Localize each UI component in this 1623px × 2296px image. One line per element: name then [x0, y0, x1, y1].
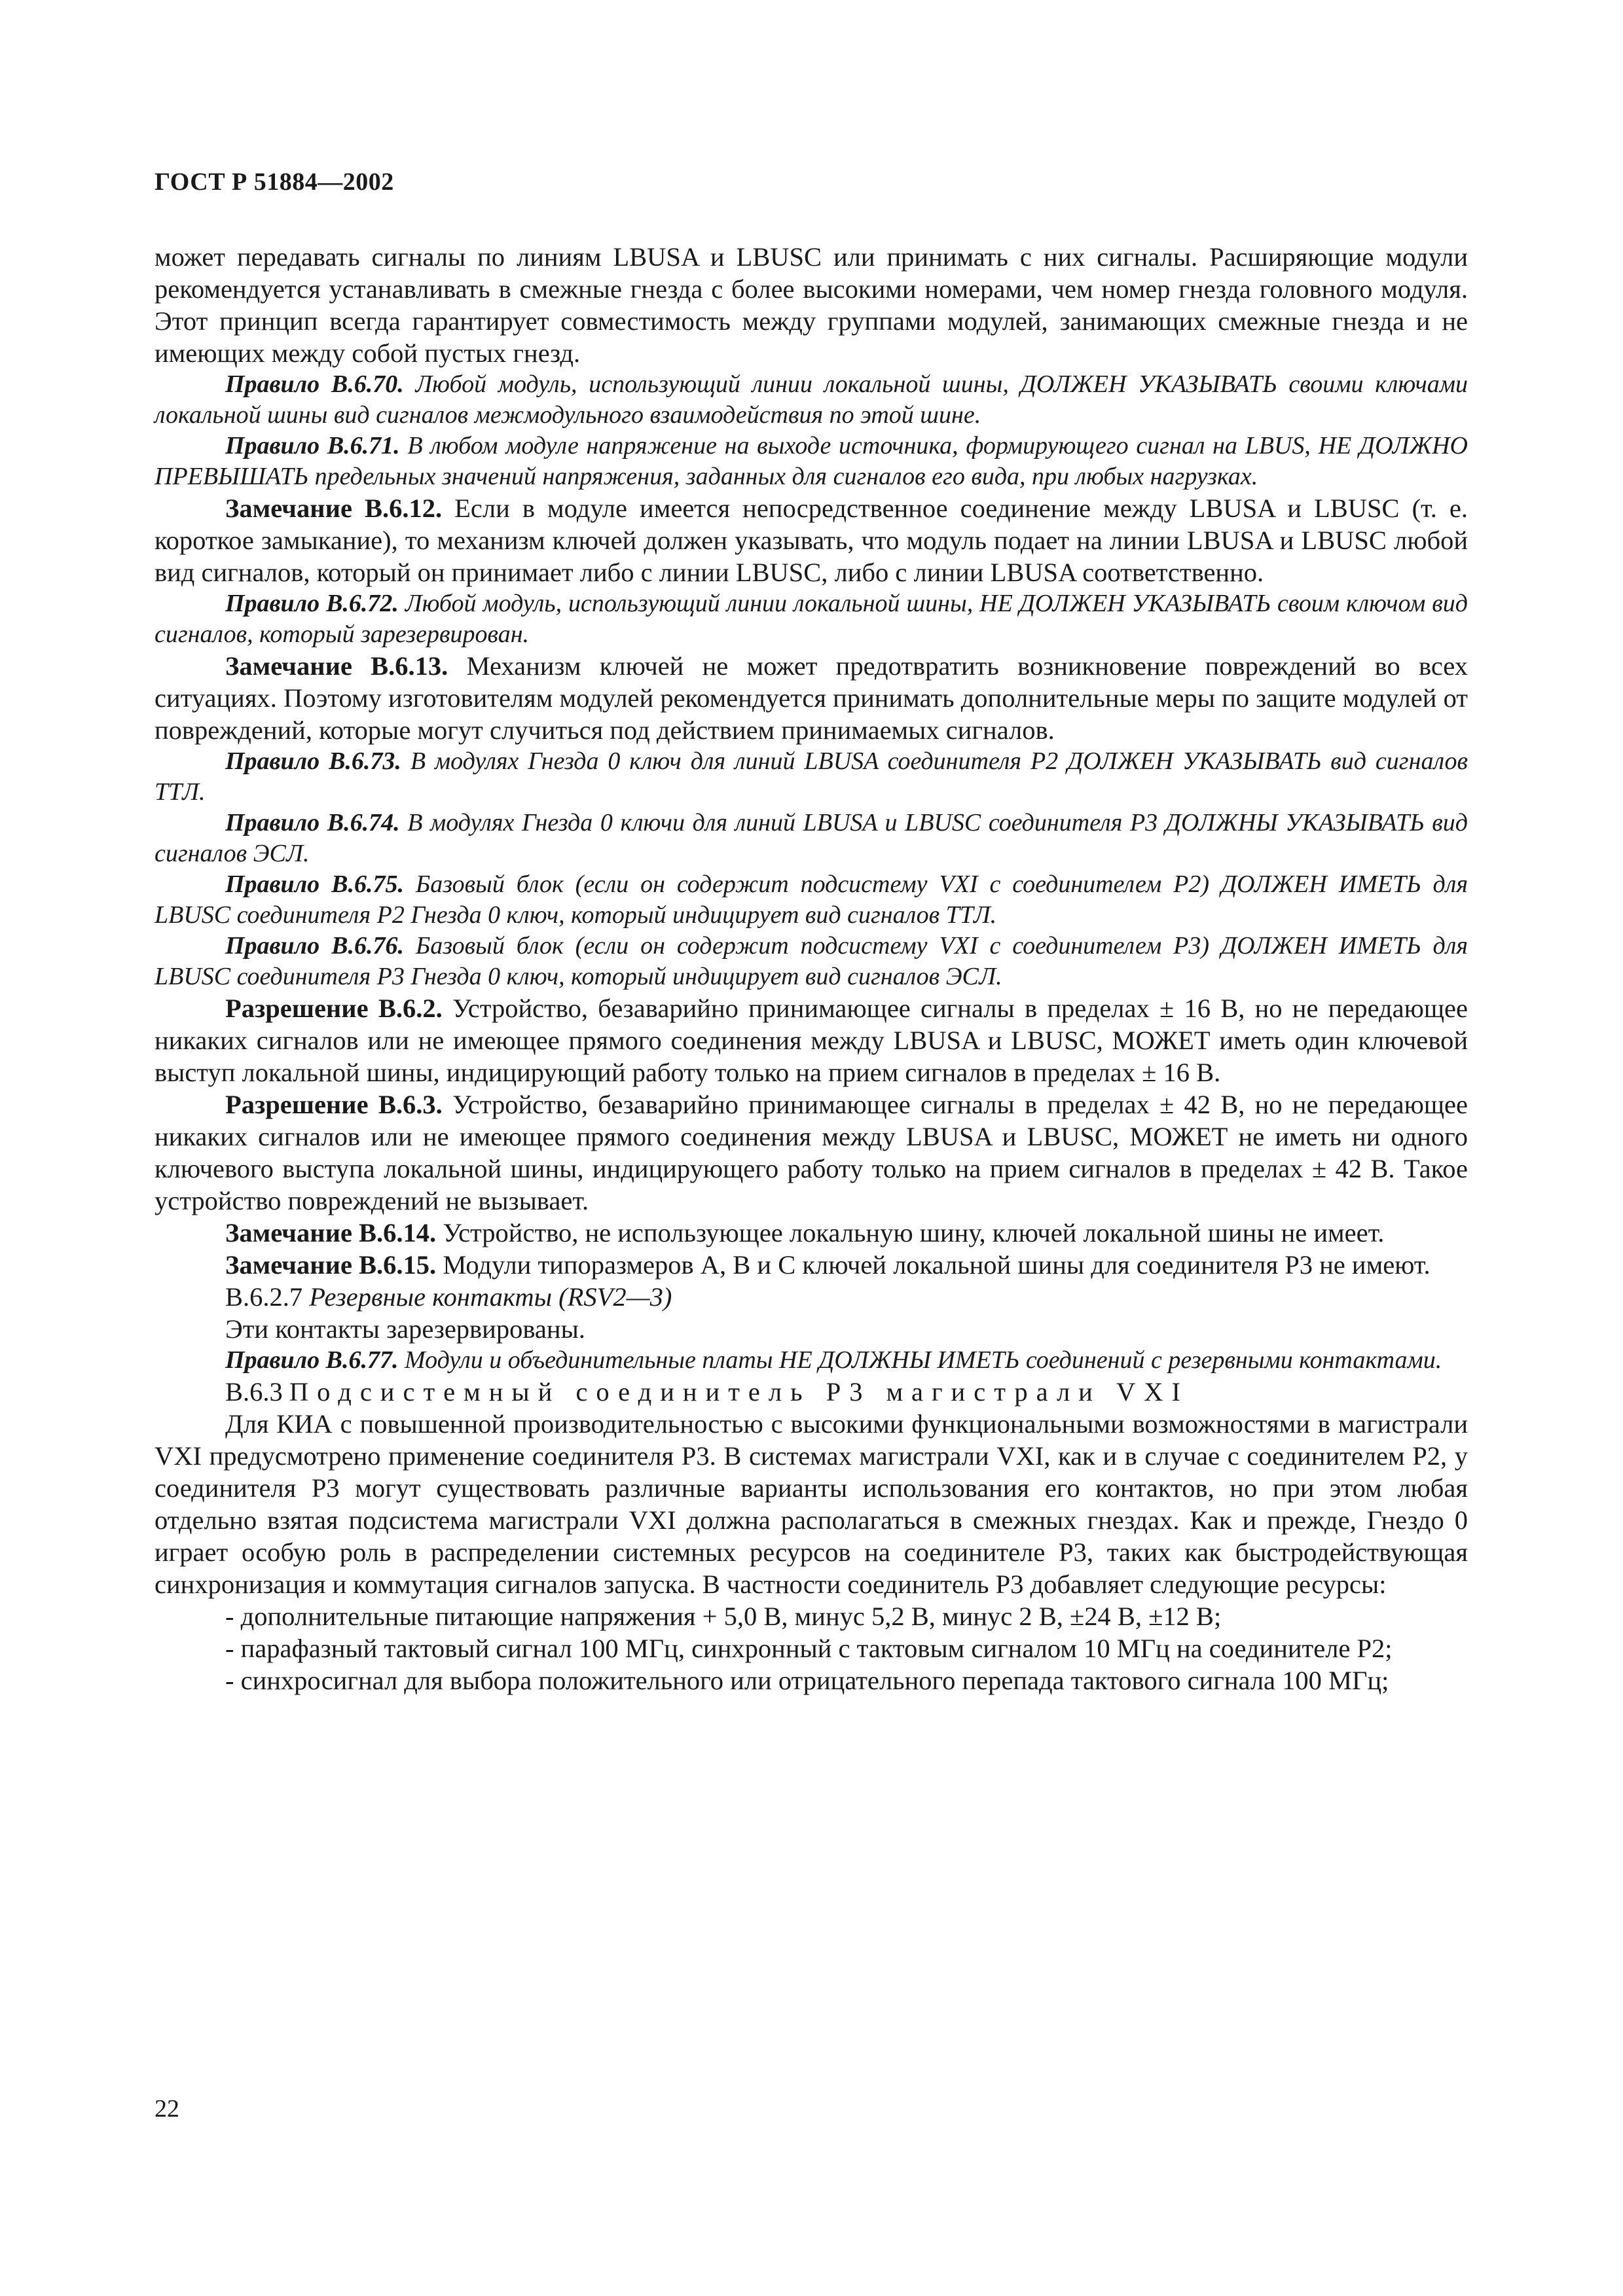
note-text: Механизм ключей не может предотвратить возникновение повреждений во всех ситуациях. Поэтому изготовителям модулей рекомендуется принимать дополнительные меры по защите модулей от повреждений, которые могут случиться под действием принимаемых сигналов.	[155, 651, 1468, 745]
rule-heading: Правило В.6.70.	[225, 370, 404, 398]
rule-heading: Правило В.6.76.	[225, 932, 404, 960]
rule-b673	[155, 746, 1468, 808]
rule-text: Модули и объединительные платы НЕ ДОЛЖНЫ ИМЕТЬ соединений с резервными контактами.	[398, 1346, 1442, 1374]
permission-heading: Разрешение В.6.2.	[225, 994, 443, 1023]
note-b613	[155, 650, 1468, 746]
note-text: Модули типоразмеров А, В и С ключей локальной шины для соединителя Р3 не имеют.	[436, 1250, 1431, 1280]
list-item: - дополнительные питающие напряжения + 5,0 В, минус 5,2 В, минус 2 В, ±24 В, ±12 В;	[225, 1602, 1222, 1631]
rule-b677	[155, 1345, 1468, 1376]
note-b614	[155, 1217, 1468, 1249]
document-header: ГОСТ Р 51884—2002	[155, 168, 394, 196]
note-heading: Замечание В.6.15.	[225, 1250, 437, 1280]
section-b627-text: Эти контакты зарезервированы.	[225, 1314, 585, 1344]
section-title: Подсистемный соединитель Р3 магистрали VXI	[289, 1377, 1189, 1407]
rule-text: В модулях Гнезда 0 ключи для линий LBUSA и LBUSC соединителя Р3 ДОЛЖНЫ УКАЗЫВАТЬ вид сигналов ЭСЛ.	[155, 809, 1468, 867]
rule-text: В модулях Гнезда 0 ключ для линий LBUSA соединителя Р2 ДОЛЖЕН УКАЗЫВАТЬ вид сигналов ТТЛ.	[155, 747, 1468, 806]
section-number: В.6.2.7	[225, 1282, 310, 1312]
rule-b671	[155, 431, 1468, 492]
permission-b62	[155, 992, 1468, 1088]
rule-heading: Правило В.6.71.	[225, 432, 400, 459]
list-item: - парафазный тактовый сигнал 100 МГц, синхронный с тактовым сигналом 10 МГц на соединителе Р2;	[225, 1634, 1393, 1663]
permission-text: Устройство, безаварийно принимающее сигналы в пределах ± 42 В, но не передающее никаких сигналов или не имеющее прямого соединения между LBUSA и LBUSC, МОЖЕТ не иметь ни одного ключевого выступа локальной шины, индицирующего работу только на прием сигналов в пределах ± 42 В. Такое устройство повреждений не вызывает.	[155, 1090, 1468, 1215]
rule-text: Любой модуль, использующий линии локальной шины, НЕ ДОЛЖЕН УКАЗЫВАТЬ своим ключом вид сигналов, который зарезервирован.	[155, 590, 1468, 648]
section-title: Резервные контакты (RSV2—3)	[309, 1282, 672, 1312]
section-number: В.6.3	[225, 1377, 289, 1407]
page-number: 22	[155, 2095, 179, 2123]
rule-text: Базовый блок (если он содержит подсистему VXI с соединителем Р3) ДОЛЖЕН ИМЕТЬ для LBUSC соединителя Р3 Гнезда 0 ключ, который индицирует вид сигналов ЭСЛ.	[155, 932, 1468, 990]
rule-b674	[155, 808, 1468, 869]
rule-heading: Правило В.6.73.	[225, 747, 401, 775]
paragraph: может передавать сигналы по линиям LBUSA и LBUSC или принимать с них сигналы. Расширяющие модули рекомендуется устанавливать в смежные гнезда с более высокими номерами, чем номер гнезда головного модуля. Этот принцип всегда гарантирует совместимость между группами модулей, занимающих смежные гнезда и не имеющих между собой пустых гнезд.	[155, 242, 1468, 368]
section-b627-heading	[155, 1281, 1468, 1313]
rule-text: Базовый блок (если он содержит подсистему VXI с соединителем Р2) ДОЛЖЕН ИМЕТЬ для LBUSC соединителя Р2 Гнезда 0 ключ, который индицирует вид сигналов ТТЛ.	[155, 870, 1468, 929]
rule-b675	[155, 869, 1468, 931]
note-heading: Замечание В.6.13.	[225, 651, 448, 681]
note-text: Устройство, не использующее локальную шину, ключей локальной шины не имеет.	[436, 1218, 1385, 1247]
document-body	[155, 241, 1468, 1696]
rule-b670	[155, 369, 1468, 431]
note-b612	[155, 492, 1468, 588]
rule-heading: Правило В.6.77.	[225, 1346, 399, 1374]
rule-text: Любой модуль, использующий линии локальной шины, ДОЛЖЕН УКАЗЫВАТЬ своими ключами локальной шины вид сигналов межмодульного взаимодействия по этой шине.	[155, 370, 1468, 429]
note-text: Если в модуле имеется непосредственное соединение между LBUSA и LBUSC (т. е. короткое замыкание), то механизм ключей должен указывать, что модуль подает на линии LBUSA и LBUSC любой вид сигналов, который он принимает либо с линии LBUSC, либо с линии LBUSA соответственно.	[155, 493, 1468, 587]
rule-heading: Правило В.6.74.	[225, 809, 400, 836]
rule-heading: Правило В.6.75.	[225, 870, 404, 898]
note-b615	[155, 1249, 1468, 1281]
section-b63-heading	[155, 1376, 1468, 1408]
paragraph-main: Для КИА с повышенной производительностью с высокими функциональными возможностями в магистрали VXI предусмотрено применение соединителя Р3. В системах магистрали VXI, как и в случае с соединителем Р2, у соединителя Р3 могут существовать различные варианты использования его контактов, но при этом любая отдельно взятая подсистема магистрали VXI должна располагаться в смежных гнездах. Как и прежде, Гнездо 0 играет особую роль в распределении системных ресурсов на соединителе Р3, таких как быстродействующая синхронизация и коммутация сигналов запуска. В частности соединитель Р3 добавляет следующие ресурсы:	[155, 1409, 1468, 1599]
rule-text: В любом модуле напряжение на выходе источника, формирующего сигнал на LBUS, НЕ ДОЛЖНО ПРЕВЫШАТЬ предельных значений напряжения, заданных для сигналов его вида, при любых нагрузках.	[155, 432, 1468, 490]
rule-b676	[155, 931, 1468, 992]
permission-heading: Разрешение В.6.3.	[225, 1090, 443, 1119]
permission-text: Устройство, безаварийно принимающее сигналы в пределах ± 16 В, но не передающее никаких сигналов или не имеющее прямого соединения между LBUSA и LBUSC, МОЖЕТ иметь один ключевой выступ локальной шины, индицирующий работу только на прием сигналов в пределах ± 16 В.	[155, 994, 1468, 1087]
list-item: - синхросигнал для выбора положительного или отрицательного перепада тактового сигнала 100 МГц;	[225, 1666, 1389, 1695]
rule-heading: Правило В.6.72.	[225, 590, 399, 617]
note-heading: Замечание В.6.12.	[225, 493, 443, 523]
permission-b63	[155, 1088, 1468, 1217]
note-heading: Замечание В.6.14.	[225, 1218, 437, 1247]
rule-b672	[155, 588, 1468, 650]
